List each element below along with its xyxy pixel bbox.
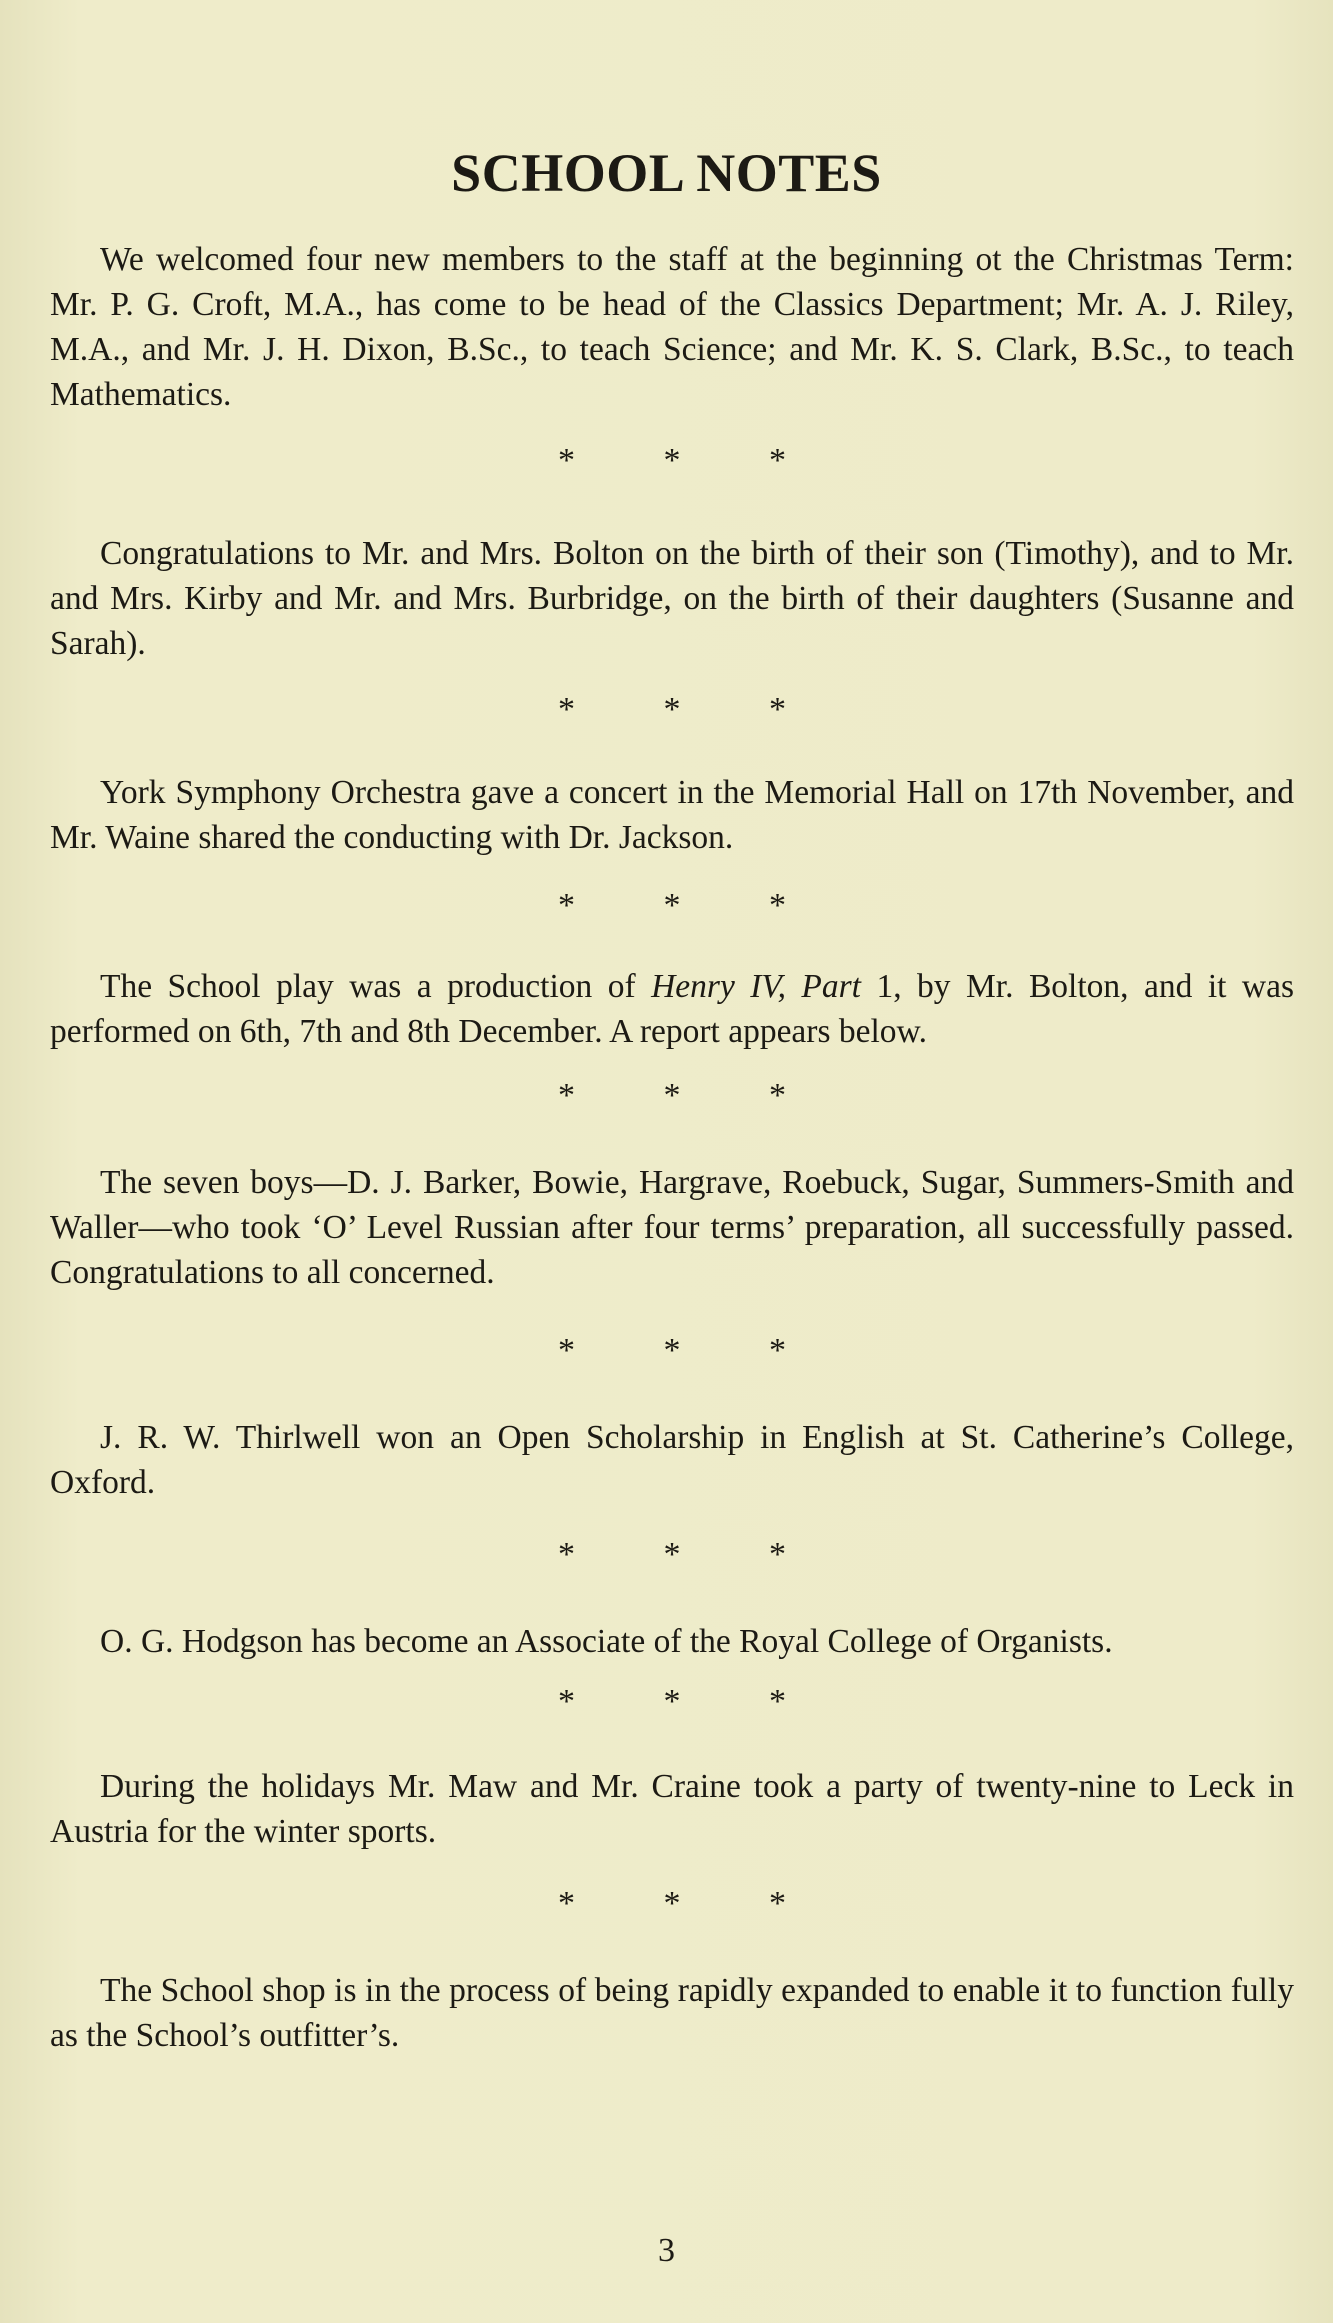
notes-body [50, 237, 1294, 2058]
separator: * * * [558, 1683, 826, 1720]
note-births [50, 531, 1294, 666]
separator: * * * [558, 1332, 826, 1369]
note-text: During the holidays Mr. Maw and Mr. Craine took a party of twenty-nine to Leck in Austria for the winter sports. [50, 1768, 1294, 1850]
note-winter-sports [50, 1764, 1294, 1854]
separator: * * * [558, 691, 826, 728]
separator: * * * [558, 442, 826, 479]
play-title: Henry IV, Part [651, 968, 861, 1005]
page-title: SCHOOL NOTES [451, 143, 882, 203]
note-school-shop [50, 1968, 1294, 2058]
page-number: 3 [658, 2232, 675, 2269]
separator: * * * [558, 1536, 826, 1573]
note-text: J. R. W. Thirlwell won an Open Scholarship in English at St. Catherine’s College, Oxford. [50, 1419, 1294, 1501]
separator: * * * [558, 1885, 826, 1922]
note-scholarship [50, 1415, 1294, 1505]
note-organist [50, 1619, 1294, 1664]
separator: * * * [558, 1077, 826, 1114]
note-text: 1, by Mr. Bolton, and it was performed on 6th, 7th and 8th December. A report appears below. [50, 968, 1295, 1050]
note-russian-results [50, 1160, 1294, 1295]
note-staff-welcome [50, 237, 1294, 417]
note-concert [50, 770, 1294, 860]
note-text: We welcomed four new members to the staff at the beginning ot the Christmas Term: Mr. P. G. Croft, M.A., has come to be head of the Classics Department; Mr. A. J. Riley, M.A., and Mr. J. H. Dixon, B.Sc., to teach Science; and Mr. K. S. Clark, B.Sc., to teach Mathematics. [50, 241, 1294, 413]
separator: * * * [558, 887, 826, 924]
note-text: The School play was a production of [100, 968, 652, 1005]
note-text: Congratulations to Mr. and Mrs. Bolton on the birth of their son (Timothy), and to Mr. and Mrs. Kirby and Mr. and Mrs. Burbridge, on the birth of their daughters (Susanne and Sarah). [50, 535, 1294, 662]
note-text: The seven boys—D. J. Barker, Bowie, Hargrave, Roebuck, Sugar, Summers-Smith and Waller—who took ‘O’ Level Russian after four terms’ preparation, all successfully passed. Congratulations to all concerned. [50, 1164, 1294, 1291]
note-text: O. G. Hodgson has become an Associate of the Royal College of Organists. [100, 1623, 1113, 1660]
note-school-play [50, 964, 1294, 1054]
note-text: The School shop is in the process of being rapidly expanded to enable it to function fully as the School’s outfitter’s. [50, 1972, 1294, 2054]
note-text: York Symphony Orchestra gave a concert in the Memorial Hall on 17th November, and Mr. Waine shared the conducting with Dr. Jackson. [50, 774, 1294, 856]
